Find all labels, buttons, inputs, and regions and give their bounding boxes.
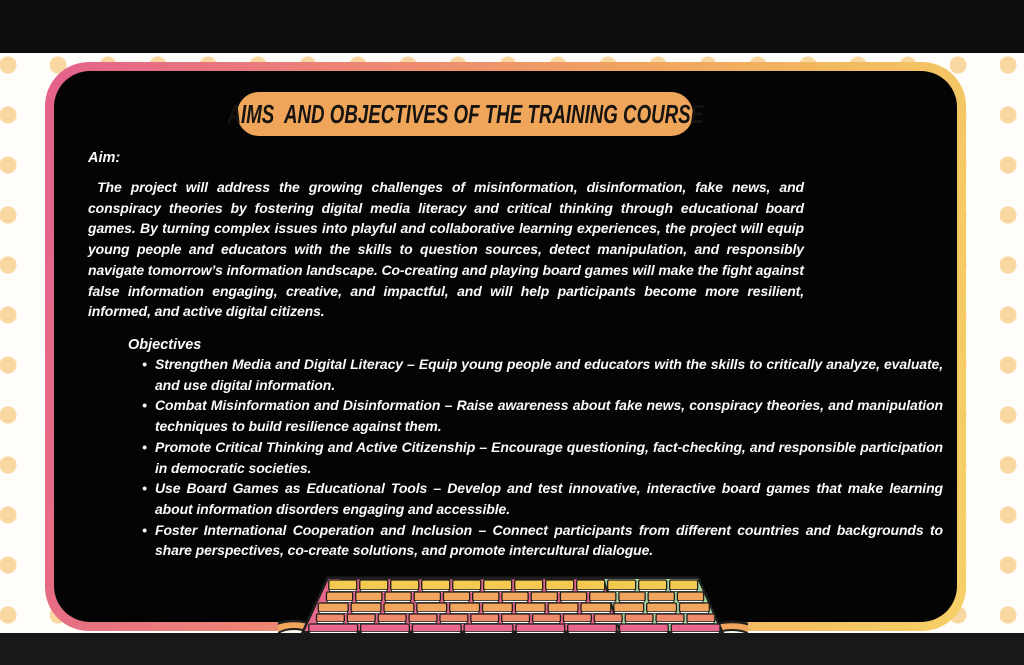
aim-label: Aim: bbox=[88, 150, 121, 166]
polka-dot-background bbox=[0, 53, 1024, 633]
aim-section bbox=[88, 150, 808, 322]
objectives-list bbox=[128, 354, 943, 561]
top-letterbox-bar bbox=[0, 0, 1024, 53]
objective-item: • Combat Misinformation and Disinformation – Raise awareness about fake news, conspiracy theories, and manipulation techniques to build resilience against them. bbox=[155, 395, 943, 436]
objective-item: • Promote Critical Thinking and Active Citizenship – Encourage questioning, fact-checking, and responsible participation in democratic societies. bbox=[155, 437, 943, 478]
aim-paragraph: The project will address the growing challenges of misinformation, disinformation, fake news, and conspiracy theories by fostering digital media literacy and critical thinking through educational board games. By turning complex issues into playful and collaborative learning experiences, the project will equip young people and educators with the skills to question sources, detect manipulation, and responsibly navigate tomorrow’s information landscape. Co-creating and playing board games will make the fight against false information engaging, creative, and impactful, and will help participants become more resilient, informed, and active digital citizens. bbox=[88, 179, 808, 320]
title-banner bbox=[227, 92, 703, 136]
objective-item: • Foster International Cooperation and Inclusion – Connect participants from different countries and backgrounds to share perspectives, co-create solutions, and promote intercultural dialogue. bbox=[155, 520, 943, 561]
objectives-label: Objectives bbox=[128, 337, 202, 353]
content-card bbox=[54, 71, 957, 622]
objectives-section bbox=[128, 337, 943, 561]
card-gradient-border bbox=[45, 62, 966, 631]
keyboard-illustration-icon bbox=[278, 574, 748, 636]
objective-item: • Use Board Games as Educational Tools – Develop and test innovative, interactive board games that make learning about information disorders engaging and accessible. bbox=[155, 478, 943, 519]
bottom-letterbox-bar bbox=[0, 633, 1024, 665]
objective-item: • Strengthen Media and Digital Literacy – Equip young people and educators with the skills to critically analyze, evaluate, and use digital information. bbox=[155, 354, 943, 395]
page-title: AIMS AND OBJECTIVES OF THE TRAINING COURSE bbox=[227, 98, 703, 129]
